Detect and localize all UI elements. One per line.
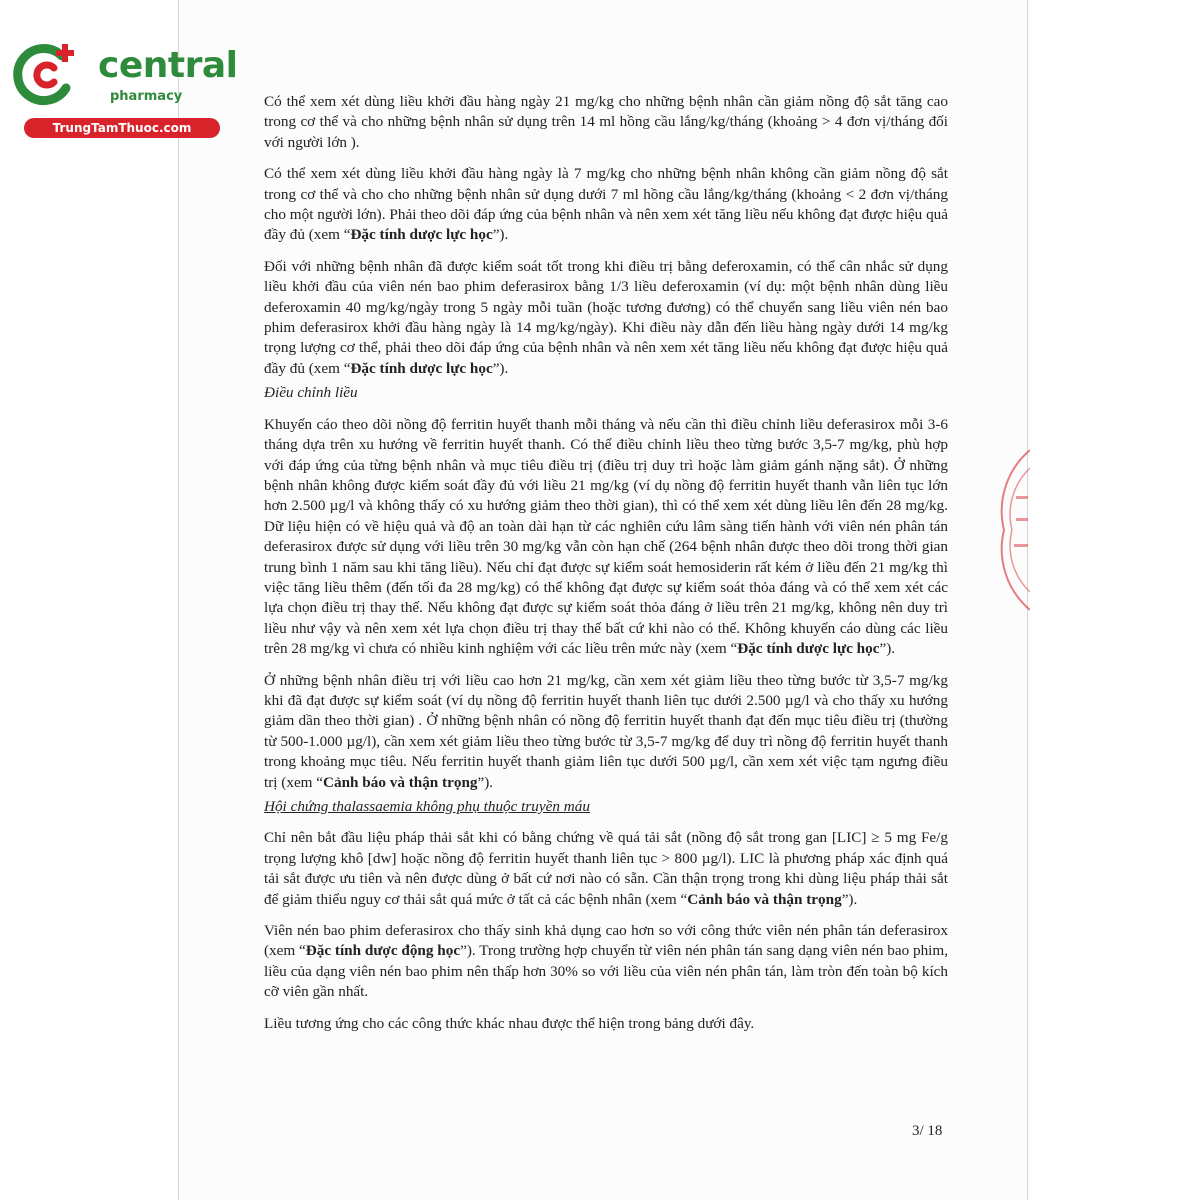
- bold-reference: Đặc tính dược động học: [305, 942, 461, 960]
- pharmacy-cross-logo-icon: [10, 38, 80, 108]
- bold-reference: Cảnh báo và thận trọng: [687, 890, 842, 908]
- bold-reference: Đặc tính dược lực học: [350, 359, 493, 377]
- document-body: [264, 92, 948, 1045]
- paragraph: Viên nén bao phim deferasirox cho thấy sinh khả dụng cao hơn so với công thức viên nén phân tán deferasirox (xem “Đặc tính dược động học”). Trong trường hợp chuyển từ viên nén phân tán sang dạng viên nén bao phim, liều của dạng viên nén bao phim nên thấp hơn 30% so với liều của viên nén phân tán, làm tròn đến toàn bộ kích cỡ viên gần nhất.: [264, 922, 948, 1001]
- paragraph: Khuyến cáo theo dõi nồng độ ferritin huyết thanh mỗi tháng và nếu cần thì điều chỉnh liều deferasirox mỗi 3-6 tháng dựa trên xu hướng về ferritin huyết thanh. Có thể điều chỉnh liều theo từng bước 3,5-7 mg/kg, phù hợp với đáp ứng của từng bệnh nhân và mục tiêu điều trị (điều trị duy trì hoặc làm giảm gánh nặng sắt). Ở những bệnh nhân không được kiểm soát đầy đủ với liều 21 mg/kg (ví dụ nồng độ ferritin huyết thanh vẫn liên tục lớn hơn 2.500 µg/l và không thấy có xu hướng giảm theo thời gian), thì có thể xem xét dùng liều lên đến 28 mg/kg. Dữ liệu hiện có về hiệu quả và độ an toàn dài hạn từ các nghiên cứu lâm sàng tiến hành với viên nén phân tán deferasirox được sử dụng với liều trên 30 mg/kg vẫn còn hạn chế (264 bệnh nhân được theo dõi trong thời gian trung bình 1 năm sau khi tăng liều). Nếu chỉ đạt được sự kiểm soát hemosiderin rất kém ở liều đến 21 mg/kg thì việc tăng liều thêm (đến tối đa 28 mg/kg) có thể không đạt được sự kiểm soát thỏa đáng và có thể xem xét các lựa chọn điều trị thay thế. Nếu không đạt được sự kiểm soát thỏa đáng ở liều trên 21 mg/kg, không nên duy trì liều như vậy và nên xem xét lựa chọn điều trị thay thế bất cứ khi nào có thể. Không khuyến cáo dùng các liều trên 28 mg/kg vì chưa có nhiều kinh nghiệm với các liều trên mức này (xem “Đặc tính dược lực học”).: [264, 415, 948, 658]
- page-number: 3/ 18: [912, 1123, 943, 1139]
- section-heading: Điều chỉnh liều: [264, 384, 358, 402]
- paragraph: Ở những bệnh nhân điều trị với liều cao hơn 21 mg/kg, cần xem xét giảm liều theo từng bước từ 3,5-7 mg/kg khi đã đạt được sự kiểm soát (ví dụ nồng độ ferritin huyết thanh liên tục dưới 2.500 µg/l và cho thấy xu hướng giảm dần theo thời gian) . Ở những bệnh nhân có nồng độ ferritin huyết thanh đạt đến mục tiêu điều trị (thường từ 500-1.000 µg/l), cần xem xét giảm liều theo từng bước từ 3,5-7 mg/kg để duy trì nồng độ ferritin huyết thanh trong khoảng mục tiêu. Nếu ferritin huyết thanh giảm liên tục dưới 500 µg/l, cần xem xét việc tạm ngưng điều trị (xem “Cảnh báo và thận trọng”).: [264, 671, 948, 791]
- logo-wordmark: central: [98, 45, 238, 86]
- section-heading: Hội chứng thalassaemia không phụ thuộc truyền máu: [264, 798, 590, 815]
- paragraph: Có thể xem xét dùng liều khởi đầu hàng ngày 21 mg/kg cho những bệnh nhân cần giảm nồng độ sắt tăng cao trong cơ thể và cho những bệnh nhân sử dụng trên 14 ml hồng cầu lắng/kg/tháng (khoảng > 4 đơn vị/tháng đối với người lớn ).: [264, 93, 948, 151]
- paragraph: Liều tương ứng cho các công thức khác nhau được thể hiện trong bảng dưới đây.: [264, 1014, 755, 1032]
- red-stamp-fragment: [990, 440, 1030, 620]
- paragraph: Có thể xem xét dùng liều khởi đầu hàng ngày là 7 mg/kg cho những bệnh nhân không cần giảm nồng độ sắt trong cơ thể và cho cho những bệnh nhân sử dụng dưới 7 ml hồng cầu lắng/kg/tháng (khoảng < 2 đơn vị/tháng cho một người lớn). Phải theo dõi đáp ứng của bệnh nhân và nên xem xét tăng liều nếu không đạt được hiệu quả đầy đủ (xem “Đặc tính dược lực học”).: [264, 165, 948, 244]
- central-pharmacy-logo: [10, 38, 238, 138]
- bold-reference: Cảnh báo và thận trọng: [323, 773, 478, 791]
- logo-website-badge: TrungTamThuoc.com: [24, 118, 220, 138]
- logo-subtitle: pharmacy: [110, 89, 183, 104]
- bold-reference: Đặc tính dược lực học: [737, 640, 880, 658]
- bold-reference: Đặc tính dược lực học: [350, 226, 493, 244]
- paragraph: Đối với những bệnh nhân đã được kiểm soát tốt trong khi điều trị bằng deferoxamin, có thể cân nhắc sử dụng liều khởi đầu của viên nén bao phim deferasirox bằng 1/3 liều deferoxamin (ví dụ: một bệnh nhân dùng liều deferoxamin 40 mg/kg/ngày trong 5 ngày mỗi tuần (hoặc tương đương) có thể chuyển sang liều viên nén bao phim deferasirox khởi đầu hàng ngày là 14 mg/kg/ngày). Khi điều này dẫn đến liều hàng ngày dưới 14 mg/kg trọng lượng cơ thể, phải theo dõi đáp ứng của bệnh nhân và nên xem xét tăng liều nếu không đạt được hiệu quả đầy đủ (xem “Đặc tính dược lực học”).: [264, 257, 948, 377]
- paragraph: Chỉ nên bắt đầu liệu pháp thải sắt khi có bằng chứng về quá tải sắt (nồng độ sắt trong gan [LIC] ≥ 5 mg Fe/g trọng lượng khô [dw] hoặc nồng độ ferritin huyết thanh liên tục > 800 µg/l). LIC là phương pháp xác định quá tải sắt được ưu tiên và nên được dùng ở bất cứ nơi nào có sẵn. Cần thận trọng trong khi dùng liệu pháp thải sắt để giảm thiểu nguy cơ thải sắt quá mức ở tất cả các bệnh nhân (xem “Cảnh báo và thận trọng”).: [264, 829, 948, 908]
